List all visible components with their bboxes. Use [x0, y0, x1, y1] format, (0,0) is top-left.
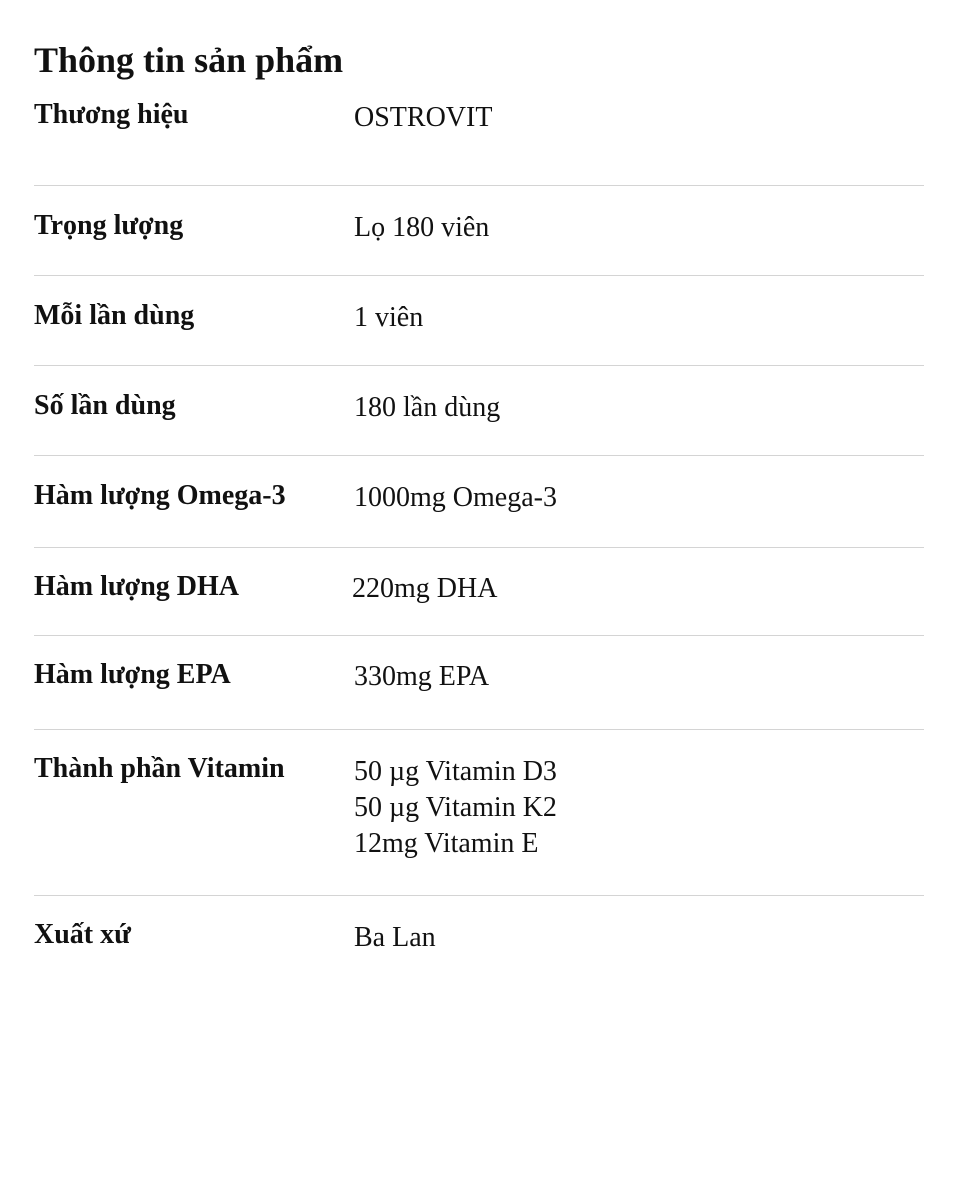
spec-value-line: 50 µg Vitamin D3: [354, 756, 557, 787]
spec-label: Số lần dùng: [34, 390, 176, 421]
spec-value-line: 1000mg Omega-3: [354, 482, 557, 513]
spec-value-line: Lọ 180 viên: [354, 212, 490, 243]
spec-value-line: 50 µg Vitamin K2: [354, 792, 557, 823]
spec-value-line: 330mg EPA: [354, 661, 490, 692]
spec-value: [354, 186, 924, 246]
spec-value-line: 12mg Vitamin E: [354, 828, 539, 859]
spec-row-brand: [34, 96, 924, 186]
spec-value-line: OSTROVIT: [354, 102, 493, 133]
spec-value: [354, 366, 924, 426]
spec-row-epa: [34, 636, 924, 730]
page-title: Thông tin sản phẩm: [34, 40, 344, 80]
spec-value-line: 220mg DHA: [352, 573, 498, 604]
spec-row-servings-count: [34, 366, 924, 456]
spec-value-line: 1 viên: [354, 302, 424, 333]
spec-label: Hàm lượng DHA: [34, 571, 239, 602]
spec-value: [354, 636, 924, 695]
spec-value: [352, 548, 924, 607]
spec-row-weight: [34, 186, 924, 276]
spec-value: [354, 456, 924, 516]
spec-table: [34, 96, 924, 986]
spec-value: [354, 730, 924, 862]
spec-row-origin: [34, 896, 924, 986]
spec-label: Trọng lượng: [34, 210, 184, 241]
spec-row-serving: [34, 276, 924, 366]
spec-value-line: Ba Lan: [354, 922, 436, 953]
spec-label: Hàm lượng Omega-3: [34, 480, 286, 511]
spec-label: Xuất xứ: [34, 919, 131, 950]
spec-label: Hàm lượng EPA: [34, 659, 231, 690]
spec-row-omega3: [34, 456, 924, 548]
spec-row-vitamins: [34, 730, 924, 896]
spec-value: [354, 276, 924, 336]
spec-row-dha: [34, 548, 924, 636]
spec-label: Thương hiệu: [34, 99, 189, 130]
spec-label: Mỗi lần dùng: [34, 300, 195, 331]
spec-value: [354, 96, 924, 136]
spec-label: Thành phần Vitamin: [34, 753, 285, 784]
spec-value: [354, 896, 924, 956]
spec-value-line: 180 lần dùng: [354, 392, 501, 423]
